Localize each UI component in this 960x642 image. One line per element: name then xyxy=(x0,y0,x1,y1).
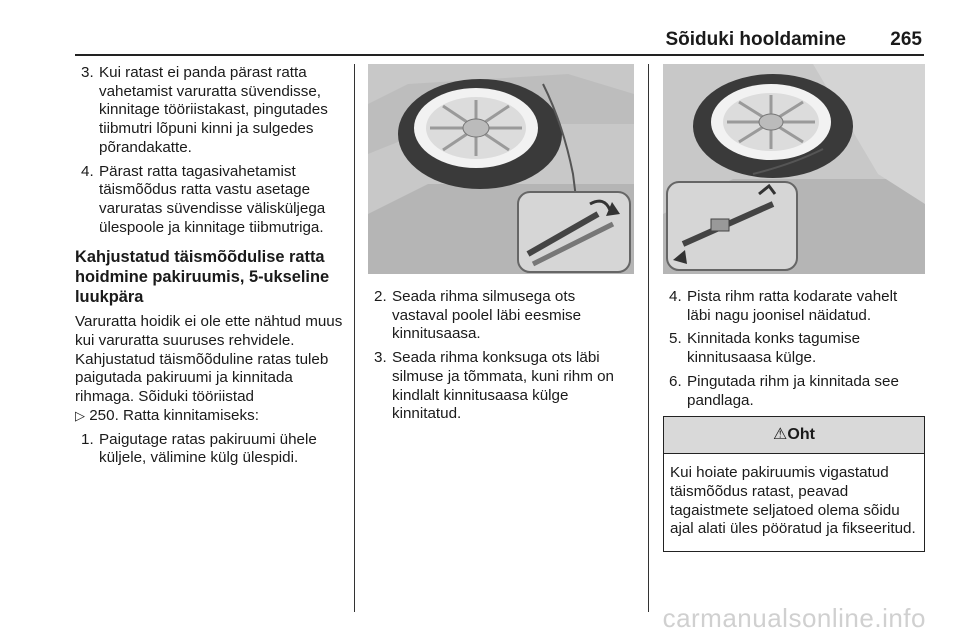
step-text: Pista rihm ratta kodarate vahelt läbi nagu joonisel näidatud. xyxy=(687,288,898,324)
section-heading: Kahjustatud täismõõdulise ratta hoidmine pakiruumis, 5-ukseline luukpära xyxy=(75,248,330,307)
column-divider-left xyxy=(354,64,355,612)
step-text: Seada rihma konksuga ots läbi silmuse ja tõmmata, kuni rihm on kindlalt kinnitusaasa külge kinnitatud. xyxy=(392,349,614,423)
column-3 xyxy=(663,64,925,552)
steps-list xyxy=(368,288,634,424)
step-number: 4. xyxy=(81,162,94,180)
list-item xyxy=(75,64,343,158)
section-title: Sõiduki hooldamine xyxy=(665,29,846,50)
list-item xyxy=(368,288,634,344)
trunk-wheel-strap-illustration xyxy=(368,64,634,274)
list-item xyxy=(75,163,343,238)
warning-header xyxy=(664,417,924,454)
column-2 xyxy=(368,64,634,429)
step-text: Seada rihma silmusega ots vastaval poolel läbi eesmise kinnitusaasa. xyxy=(392,288,582,343)
list-item xyxy=(75,431,343,468)
steps-list-b xyxy=(75,431,343,468)
list-item xyxy=(368,349,634,424)
warning-box xyxy=(663,416,925,552)
list-item xyxy=(663,373,925,410)
step-number: 3. xyxy=(374,349,387,367)
page-number: 265 xyxy=(890,29,922,50)
page-header xyxy=(75,28,924,56)
step-text: Kinnitada konks tagumise kinnitusaasa külge. xyxy=(687,330,861,367)
column-1 xyxy=(75,64,343,473)
trunk-wheel-hook-illustration xyxy=(663,64,925,274)
step-text: Pärast ratta tagasivahetamist täismõõdus ratta vastu asetage varuratas süvendisse väliskülјega ülespoole ja kinnitage tiibmutriga. xyxy=(99,162,326,236)
step-number: 4. xyxy=(669,288,682,305)
page-reference-icon: ▷ xyxy=(75,407,85,423)
step-number: 6. xyxy=(669,372,682,390)
watermark: carmanualsonline.info xyxy=(662,603,926,633)
warning-body: Kui hoiate pakiruumis vigastatud täismõõdus ratast, peavad tagaistmete seljatoed olema sõidu ajal alati üles pööratud ja fikseeritud. xyxy=(670,464,916,538)
step-number: 3. xyxy=(81,64,94,81)
step-number: 2. xyxy=(374,288,387,305)
step-text: Pingutada rihm ja kinnitada see pandlaga. xyxy=(687,372,899,409)
steps-list xyxy=(663,288,925,410)
step-text: Paigutage ratas pakiruumi ühele küljele, välimine külg ülespidi. xyxy=(99,430,317,467)
steps-list-a xyxy=(75,64,343,237)
step-text: Kui ratast ei panda pärast ratta vahetamist varuratta süvendisse, kinnitage tööriistakast, pingutades tiibmutri lõpuni kinni ja sulgedes põrandakatte. xyxy=(99,64,328,156)
paragraph-text: Varuratta hoidik ei ole ette nähtud muus kui varuratta suuruses rehvidele. Kahjustatud täismõõduline ratas tuleb paigutada pakiruumi ja kinnitada rihmaga. Sõiduki tööriistad xyxy=(75,313,343,406)
column-divider-right xyxy=(648,64,649,612)
warning-title: Oht xyxy=(787,426,815,444)
list-item xyxy=(663,330,925,367)
list-item xyxy=(663,288,925,325)
step-number: 1. xyxy=(81,430,94,448)
page-reference-text: 250. Ratta kinnitamiseks: xyxy=(89,406,259,424)
step-number: 5. xyxy=(669,330,682,348)
warning-icon: ⚠ xyxy=(773,426,788,444)
paragraph xyxy=(75,313,343,425)
